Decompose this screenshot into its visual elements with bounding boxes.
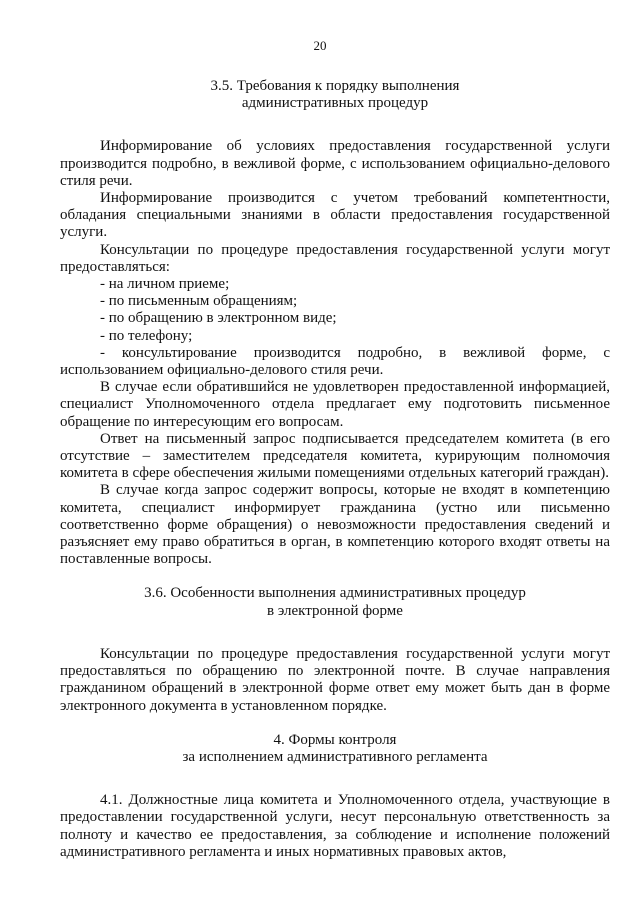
section-3-6-heading-line2: в электронной форме	[267, 602, 403, 619]
section-4-heading-line2: за исполнением административного регламента	[182, 748, 488, 765]
spacer	[60, 112, 610, 138]
list-item: - по обращению в электронном виде;	[100, 310, 337, 327]
paragraph: Информирование об условиях предоставления государственной услуги производится подробно, в вежливой форме, с использованием официально-делового стиля речи.	[60, 138, 610, 189]
paragraph: Консультации по процедуре предоставления государственной услуги могут предоставляться:	[60, 241, 610, 275]
paragraph: 4.1. Должностные лица комитета и Уполномоченного отдела, участвующие в предоставлении государственной услуги, несут персональную ответственность за полноту и качество ее предоставления, за соблюдение и исполнение положений административного регламента и иных нормативных правовых актов,	[60, 792, 610, 860]
section-4-heading	[60, 732, 610, 766]
list-item: - на личном приеме;	[100, 276, 230, 293]
page-number: 20	[313, 38, 327, 53]
spacer	[60, 620, 610, 646]
section-3-5-heading	[60, 78, 610, 112]
section-4-heading-line1: 4. Формы контроля	[273, 731, 397, 748]
paragraph: В случае когда запрос содержит вопросы, которые не входят в компетенцию комитета, специалист информирует гражданина (устно или письменно соответственно форме обращения) о невозможности предоставления сведений и разъясняет ему право обратиться в орган, в компетенцию которого входят ответы на поставленные вопросы.	[60, 482, 610, 568]
section-3-5-heading-line2: административных процедур	[241, 95, 429, 112]
list-item: - по телефону;	[100, 327, 193, 344]
list-item: - консультирование производится подробно, в вежливой форме, с использованием официально-делового стиля речи.	[60, 344, 610, 379]
spacer	[60, 568, 610, 585]
paragraph: В случае если обратившийся не удовлетворен предоставленной информацией, специалист Уполномоченного отдела предлагает ему подготовить письменное обращение по интересующим его вопросам.	[60, 379, 610, 430]
section-3-5-heading-line1: 3.5. Требования к порядку выполнения	[210, 78, 460, 94]
paragraph: Информирование производится с учетом требований компетентности, обладания специальными знаниями в области предоставления государственной услуги.	[60, 190, 610, 241]
page-content	[60, 78, 610, 861]
section-3-6-heading	[60, 585, 610, 619]
spacer	[60, 766, 610, 792]
paragraph: Ответ на письменный запрос подписывается председателем комитета (в его отсутствие – заместителем председателя комитета, курирующим полномочия комитета в сфере обеспечения жилыми помещениями отдельных категорий граждан).	[60, 430, 610, 482]
section-3-6-heading-line1: 3.6. Особенности выполнения административных процедур	[144, 585, 526, 602]
list-item: - по письменным обращениям;	[100, 293, 298, 310]
paragraph: Консультации по процедуре предоставления государственной услуги могут предоставляться по обращению по электронной почте. В случае направления гражданином обращений в электронной форме ответ ему может быть дан в форме электронного документа в установленном порядке.	[60, 645, 610, 714]
spacer	[60, 715, 610, 732]
